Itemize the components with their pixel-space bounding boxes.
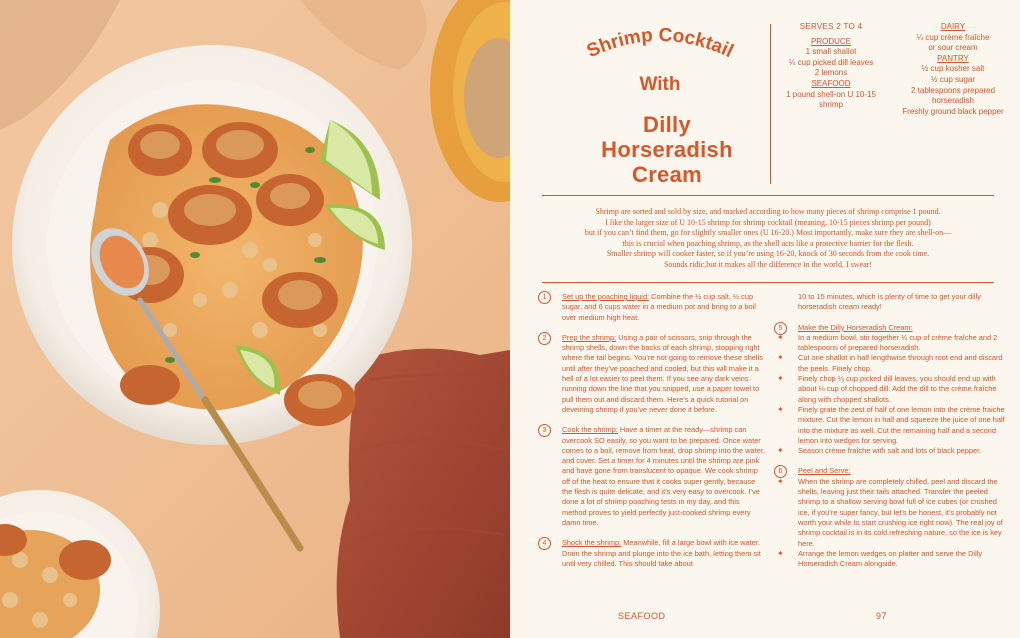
intro-line: Shrimp are sorted and sold by size, and marked according to how many pieces of shrimp comprise 1 pound. bbox=[595, 207, 941, 216]
ingredients-column-1 bbox=[774, 22, 888, 111]
ingredient-item: 1 small shallot bbox=[805, 47, 857, 57]
steps-column-right bbox=[774, 292, 1008, 569]
step-5 bbox=[774, 323, 1008, 333]
step-6 bbox=[774, 466, 1008, 476]
recipe-title bbox=[562, 112, 772, 187]
step-heading: Prep the shrimp: bbox=[562, 332, 617, 342]
bullet-text: In a medium bowl, stir together ¼ cup of crème fraîche and 2 tablespoons of prepared horseradish. bbox=[798, 332, 998, 353]
bullet-star-icon: ✦ bbox=[777, 374, 784, 384]
step-body: Combine the ½ cup salt, ½ cup sugar, and 6 cups water in a medium pot and bring to a boil over medium high heat. bbox=[562, 292, 756, 322]
bullet-star-icon: ✦ bbox=[777, 446, 784, 456]
ingredient-item: 2 lemons bbox=[814, 68, 848, 78]
ingredient-item: ½ cup sugar bbox=[930, 74, 976, 84]
step-2 bbox=[538, 333, 766, 415]
title-divider bbox=[770, 24, 771, 184]
step-body: Using a pair of scissors, snip through the shrimp shells, down the backs of each shrimp, stopping right where the tail begins. You’re not going to remove these shells until after they’ve poached and cooled, but this will make it a hell of a lot easier to peel them. If you see any dark veins running down the line that you snipped, use a paper towel to pull them out and discard them. Here’s a quick tutorial on deveining shrimp if you’ve never done it before. bbox=[562, 332, 763, 414]
bullet-star-icon: ✦ bbox=[777, 476, 784, 486]
step-heading: Set up the poaching liquid: bbox=[562, 292, 650, 301]
title-main-line3: Cream bbox=[632, 162, 702, 187]
step-number: 4 bbox=[538, 537, 551, 550]
step-number: 1 bbox=[538, 291, 551, 304]
page-number: 97 bbox=[876, 611, 888, 621]
step-heading: Shock the shrimp: bbox=[562, 538, 622, 548]
intro-bottom-rule bbox=[542, 282, 994, 283]
step-6-bullet bbox=[774, 477, 1008, 549]
step-5-bullet bbox=[774, 374, 1008, 405]
ingredient-item: or sour cream bbox=[928, 43, 978, 53]
step-body: Meanwhile, fill a large bowl with ice water. Drain the shrimp and plunge into the ice bath, letting them sit until very chilled. This should take about bbox=[562, 538, 761, 568]
ingredient-item: ¼ cup picked dill leaves bbox=[788, 57, 874, 67]
step-5-bullet bbox=[774, 333, 1008, 354]
step-3 bbox=[538, 425, 766, 528]
bullet-text: Cut one shallot in half lengthwise through root end and discard the peels. Finely chop. bbox=[798, 353, 1003, 373]
step-5-bullet bbox=[774, 446, 1008, 456]
step-heading: Peel and Serve: bbox=[798, 466, 851, 476]
step-1 bbox=[538, 292, 766, 323]
bullet-text: Finely grate the zest of half of one lemon into the crème fraiche mixture. Cut the lemon in half and squeeze the juice of one half into the mixture as well. Cut the remaining half and a second lemon into wedges for serving. bbox=[798, 404, 1005, 445]
step-number: 5 bbox=[774, 322, 787, 335]
step-5-bullet bbox=[774, 405, 1008, 446]
ingredient-item: shrimp bbox=[818, 100, 843, 110]
bullet-star-icon: ✦ bbox=[777, 548, 784, 558]
steps-column-left bbox=[538, 292, 766, 579]
intro-line: I like the larger size of U 10-15 shrimp for shrimp cocktail (meaning, 10-15 pieces shrimp per pound) bbox=[605, 217, 931, 227]
serves-label: SERVES 2 TO 4 bbox=[799, 22, 863, 31]
intro-line: but if you can’t find them, go for slightly smaller ones (U 16-20.) Most importantly, make sure they are shell-on— bbox=[584, 228, 952, 238]
recipe-intro bbox=[550, 207, 986, 271]
ingredient-item: horseradish bbox=[932, 96, 974, 106]
step-6-bullet bbox=[774, 549, 1008, 570]
step-4 bbox=[538, 538, 766, 569]
bullet-star-icon: ✦ bbox=[777, 332, 784, 342]
title-top-line1: Shrimp Cocktail bbox=[583, 24, 737, 63]
svg-text:Shrimp Cocktail bbox=[584, 25, 737, 62]
title-main-line2: Horseradish bbox=[601, 137, 733, 162]
step-heading: Cook the shrimp: bbox=[562, 425, 618, 435]
bullet-text: Finely chop ¼ cup picked dill leaves, you should end up with about ⅛ cup of chopped dill. Add the dill to the crème fraîche along with chopped shallots. bbox=[798, 374, 997, 404]
intro-line: Sounds ridic,but it makes all the difference in the world, I swear! bbox=[663, 259, 872, 269]
intro-top-rule bbox=[542, 195, 994, 196]
step-5-bullet bbox=[774, 353, 1008, 374]
intro-line: this is crucial when poaching shrimp, as the shell acts like a protective barrier for the flesh. bbox=[622, 238, 914, 248]
bullet-star-icon: ✦ bbox=[777, 404, 784, 414]
title-main-line1: Dilly bbox=[643, 112, 691, 137]
bullet-text: When the shrimp are completely chilled, peel and discard the shells, leaving just their tails attached. Transfer the peeled shrimp to a shallow serving bowl full of ice cubes (or crushed ice, if you’re super fancy, but let’s be honest, it’s probably not worth your while to start crushing ice right now). The real joy of shrimp cocktail is in its cold refreshing nature, so the ice is key here. bbox=[798, 476, 1003, 548]
footer-section: SEAFOOD bbox=[618, 611, 666, 621]
produce-heading: PRODUCE bbox=[810, 36, 851, 46]
pantry-heading: PANTRY bbox=[937, 53, 969, 63]
ingredient-item: ½ cup kosher salt bbox=[921, 64, 985, 74]
ingredient-item: 2 tablespoons prepared bbox=[910, 85, 996, 95]
step-number: 6 bbox=[774, 465, 787, 478]
bullet-text: Season crème fraîche with salt and lots of black pepper. bbox=[798, 446, 982, 456]
step-4-continued: 10 to 15 minutes, which is plenty of time to get your dilly horseradish cream ready! bbox=[798, 292, 981, 312]
seafood-heading: SEAFOOD bbox=[811, 78, 851, 88]
bullet-text: Arrange the lemon wedges on platter and serve the Dilly Horseradish Cream alongside. bbox=[798, 548, 983, 569]
recipe-page bbox=[510, 0, 1020, 638]
ingredient-item: ¼ cup crème fraîche bbox=[916, 32, 990, 42]
dairy-heading: DAIRY bbox=[940, 22, 966, 31]
ingredient-item: 1 pound shell-on U 10-15 bbox=[786, 89, 876, 99]
step-number: 2 bbox=[538, 332, 551, 345]
recipe-title-arc bbox=[540, 18, 780, 98]
ingredients-column-2 bbox=[888, 22, 1018, 117]
step-body: Have a timer at the ready—shrimp can overcook SO easily, so you want to be prepared. Once water comes to a boil, remove from heat, drop shrimp into the water, and cover. Set a timer for 4 minutes until the shrimp are pink and have gone from translucent to opaque. We cook shrimp off of the heat to ensure that it cooks super gently, because the flesh is quite delicate, and it’s very easy to overcook. I’ve done a lot of shrimp poaching tests in my day, and this method proves to yield perfectly just-cooked shrimp every damn time. bbox=[562, 425, 765, 527]
bullet-star-icon: ✦ bbox=[777, 353, 784, 363]
step-number: 3 bbox=[538, 424, 551, 437]
title-top-line2: With bbox=[639, 74, 681, 95]
intro-line: Smaller shrimp will cooker faster, so if you’re using 16-20, knock of 30 seconds from the cook time. bbox=[606, 249, 930, 259]
ingredient-item: Freshly ground black pepper bbox=[902, 106, 1004, 116]
step-heading: Make the Dilly Horseradish Cream: bbox=[798, 322, 913, 332]
